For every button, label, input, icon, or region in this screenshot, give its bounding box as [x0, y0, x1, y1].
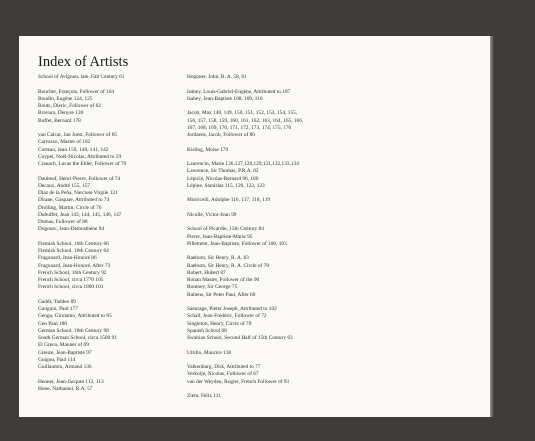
- index-entry: El Greco, Manner of 69: [38, 342, 89, 349]
- page-shadow: [490, 36, 494, 417]
- index-entry: Gaddi, Taddeo 89: [38, 298, 76, 305]
- index-entry: Lépine, Stanislas 115, 120, 122, 123: [187, 182, 265, 189]
- index-entry: Daubeuf, Henri-Pierre, Follower of 74: [38, 175, 121, 182]
- index-entry: Bouts, Dieric, Follower of 62: [38, 103, 101, 109]
- index-entry: German School, 18th Century 98: [38, 327, 109, 334]
- index-entry: Bravura, Denyse 130: [38, 110, 84, 117]
- index-entry: South German School, circa 1500 91: [38, 335, 117, 341]
- index-entry: Hone, Nathaniel, R.A. 57: [38, 385, 93, 392]
- index-entry: School of Picardie, 15th Century 84: [187, 226, 264, 233]
- group-spacer: [187, 248, 479, 255]
- group-spacer: [38, 292, 188, 299]
- index-entry: Guigou, Paul 114: [38, 356, 76, 363]
- index-column-left: [38, 74, 188, 393]
- index-entry: Raeburn, Sir Henry, R. A. 83: [187, 255, 249, 262]
- index-entry: 167, 168, 169, 170, 171, 172, 173, 174, 175, 176: [187, 124, 292, 131]
- group-spacer: [38, 371, 188, 378]
- group-spacer: [187, 299, 479, 306]
- group-spacer: [187, 386, 479, 393]
- index-entry: Coypel, Noël-Nicolas, Attributed to 59: [38, 153, 122, 160]
- group-spacer: [187, 154, 479, 161]
- index-entry: Singleton, Henry, Circle of 70: [187, 320, 252, 327]
- index-entry: Cranach, Lucas the Elder, Follower of 79: [38, 161, 127, 167]
- index-entry: Morricelli, Adolphe 116, 117, 118, 119: [187, 197, 271, 204]
- index-entry: Boudin, Eugène 124, 125: [38, 95, 93, 102]
- index-entry: Dugourc, Jean-Démosthène 94: [38, 226, 105, 233]
- group-spacer: [187, 81, 479, 88]
- index-entry: French School, 16th Century 92: [38, 269, 107, 276]
- index-entry: Fragonard, Jean-Honoré 86: [38, 255, 97, 262]
- index-entry: Boucher, François, Follower of 104: [38, 88, 115, 95]
- group-spacer: [187, 342, 479, 349]
- index-entry: Corteau, Jean 159, 140, 141, 142: [38, 146, 109, 153]
- group-spacer: [187, 139, 479, 146]
- index-entry: 156, 157, 158, 159, 160, 161, 162, 163, 164, 165, 166,: [187, 117, 304, 124]
- page-title: Index of Artists: [38, 54, 129, 70]
- group-spacer: [38, 125, 188, 132]
- index-entry: Buffet, Bernard 178: [38, 117, 81, 124]
- group-spacer: [38, 234, 188, 241]
- index-entry: Saenrage, Pieter Joseph, Attributed to 102: [187, 306, 277, 312]
- index-entry: Lépicié, Nicolas-Bernard 96, 106: [187, 175, 259, 182]
- index-entry: Lawrence, Sir Thomas, P.R.A. 82: [187, 168, 259, 175]
- index-entry: Rohan Master, Follower of the 90: [187, 277, 260, 283]
- index-entry: Flemish School, 16th Century 66: [38, 240, 109, 247]
- group-spacer: [187, 357, 479, 364]
- index-entry: Greuze, Jean-Baptiste 97: [38, 349, 92, 356]
- index-entry: Dubuffet, Jean 143, 144, 145, 146, 147: [38, 211, 122, 218]
- index-entry: Drolling, Martin, Circle of 76: [38, 204, 102, 211]
- group-spacer: [187, 205, 479, 212]
- index-entry: Utrillo, Maurice 138: [187, 349, 232, 356]
- group-spacer: [187, 103, 479, 110]
- index-entry: Hoppner, John, R. A. 58, 81: [187, 74, 247, 80]
- index-entry: Verkolje, Nicolas, Follower of 67: [187, 371, 259, 378]
- index-entry: Spanish School 68: [187, 327, 227, 334]
- index-entry: Ziem, Félix 111: [187, 393, 221, 399]
- index-entry: Guillaumin, Armand 136: [38, 364, 92, 370]
- group-spacer: [187, 190, 479, 197]
- index-entry: Romney, Sir George 75: [187, 284, 238, 291]
- index-entry: Pillement, Jean-Baptiste, Follower of 100, 103: [187, 240, 287, 247]
- index-entry: Jordaens, Jacob, Follower of 80: [187, 132, 255, 138]
- index-column-right: [187, 74, 479, 400]
- index-entry: French School, circa 1770 105: [38, 277, 104, 283]
- index-entry: Genga, Girolamo, Attributed to 85: [38, 313, 112, 320]
- index-entry: Pierre, Jean-Baptiste-Marie 95: [187, 233, 253, 240]
- index-entry: Robert, Hubert 87: [187, 269, 226, 276]
- index-entry: Dumas, Follower of 88: [38, 219, 88, 225]
- index-entry: Diaz de la Peña, Narcisse Virgile 121: [38, 190, 118, 196]
- index-entry: Swabian School, Second Half of 15th Century 63: [187, 335, 293, 341]
- index-entry: Decaux, André 155, 157: [38, 182, 91, 189]
- index-entry: Henner, Jean-Jacques 112, 113: [38, 378, 104, 385]
- group-spacer: [38, 81, 188, 88]
- index-entry: French School, circa 1800 101: [38, 284, 104, 291]
- index-entry: Dirane, Gaspare, Attributed to 74: [38, 197, 110, 204]
- index-entry: Fragonard, Jean-Honoré, After 73: [38, 262, 111, 269]
- index-entry: Kisling, Moïse 179: [187, 146, 229, 153]
- group-spacer: [38, 168, 188, 175]
- index-entry: Flemish School, 18th Century 64: [38, 248, 109, 254]
- index-entry: Isabey, Louis-Gabriel-Eugène, Attributed to 107: [187, 88, 291, 95]
- index-entry: Nicolle, Victor-Jean 99: [187, 211, 237, 218]
- index-entry: Rubens, Sir Peter Paul, After 60: [187, 291, 256, 298]
- index-entry: Isabey, Jean-Baptiste 108, 109, 110: [187, 95, 263, 102]
- index-entry: Carrozzo, Master of 102: [38, 139, 91, 146]
- index-entry: van der Weyden, Rogier, French Follower of 93: [187, 378, 290, 385]
- book-page: [19, 36, 490, 417]
- index-entry: Raeburn, Sir Henry, R. A. Circle of 78: [187, 262, 270, 269]
- index-entry: Gen Paul 180: [38, 320, 68, 327]
- index-entry: Laurencin, Marie 126,127,128,129,131,132,133,134: [187, 161, 299, 167]
- index-entry: Jacob, Max 148, 149, 150, 151, 152, 153, 154, 155,: [187, 110, 298, 117]
- index-entry: van Calcar, Jan Joest, Follower of 65: [38, 132, 118, 138]
- index-entry: Schall, Jean-Frédéric, Follower of 72: [187, 313, 267, 320]
- index-entry: Valkenburg, Dirk, Attributed to 77: [187, 364, 261, 370]
- index-entry: School of Avignon, late 15th Century 61: [38, 74, 125, 80]
- index-entry: Gauguin, Paul 177: [38, 306, 78, 312]
